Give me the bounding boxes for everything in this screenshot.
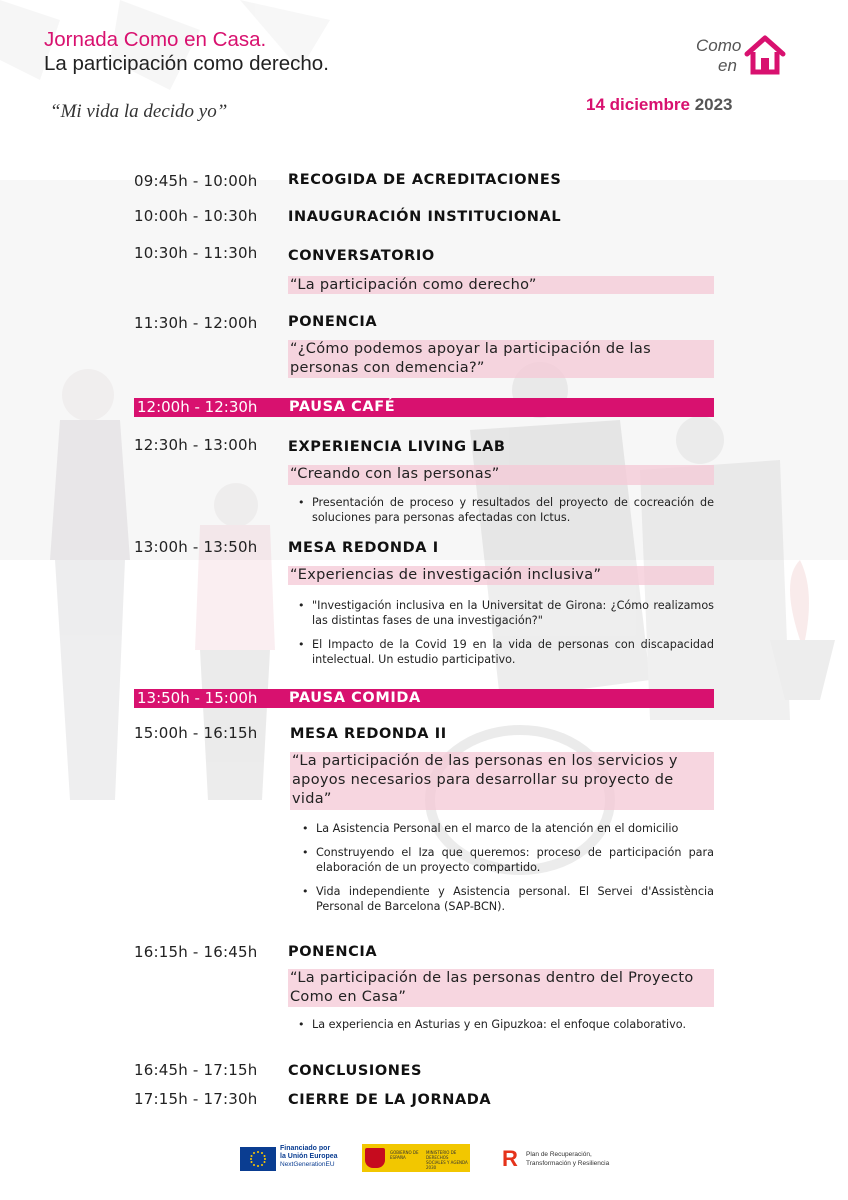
agenda-time: 16:45h - 17:15h bbox=[134, 1061, 258, 1079]
break-band-coffee bbox=[134, 398, 714, 417]
agenda-title: PAUSA CAFÉ bbox=[289, 399, 396, 415]
agenda-time: 13:00h - 13:50h bbox=[134, 538, 258, 556]
prtr-logo bbox=[502, 1144, 642, 1174]
motto: “Mi vida la decido yo” bbox=[50, 101, 228, 122]
agenda-title: INAUGURACIÓN INSTITUCIONAL bbox=[288, 209, 562, 225]
prtr-text bbox=[526, 1150, 609, 1168]
agenda-quote: “La participación como derecho” bbox=[288, 276, 714, 294]
agenda-title: MESA REDONDA II bbox=[290, 726, 447, 742]
agenda-title: MESA REDONDA I bbox=[288, 540, 439, 556]
eu-flag-icon bbox=[240, 1147, 276, 1171]
list-item: • La Asistencia Personal en el marco de la atención en el domicilio bbox=[302, 821, 714, 836]
event-date bbox=[586, 95, 733, 115]
house-icon bbox=[744, 34, 786, 76]
agenda-time: 15:00h - 16:15h bbox=[134, 724, 258, 742]
como-en-casa-logo bbox=[694, 34, 794, 80]
title-line-2: La participación como derecho. bbox=[44, 52, 329, 75]
logo-word-en: en bbox=[718, 56, 737, 75]
agenda-title: PONENCIA bbox=[288, 314, 378, 330]
date-day: 14 diciembre bbox=[586, 95, 690, 114]
eu-funding-text bbox=[280, 1145, 338, 1169]
logo-word-como: Como bbox=[696, 36, 742, 55]
gob-line-1: GOBIERNO DE ESPAÑA bbox=[390, 1150, 419, 1160]
eu-line-3: NextGenerationEU bbox=[280, 1161, 335, 1168]
agenda-title: CIERRE DE LA JORNADA bbox=[288, 1092, 492, 1108]
list-item: • El Impacto de la Covid 19 en la vida de personas con discapacidad intelectual. Un estudio participativo. bbox=[298, 637, 714, 667]
agenda-quote: “La participación de las personas en los servicios y apoyos necesarios para desarrollar su proyecto de vida” bbox=[290, 752, 714, 810]
agenda-bullets bbox=[298, 495, 714, 534]
agenda-quote: “¿Cómo podemos apoyar la participación de las personas con demencia?” bbox=[288, 340, 714, 378]
prtr-mark-icon: R bbox=[502, 1146, 518, 1171]
date-year: 2023 bbox=[694, 95, 733, 114]
list-item: • "Investigación inclusiva en la Universitat de Girona: ¿Cómo realizamos las distintas fases de una investigación?" bbox=[298, 598, 714, 628]
agenda-quote: “Experiencias de investigación inclusiva” bbox=[288, 566, 714, 585]
prtr-line-2: Transformación y Resiliencia bbox=[526, 1160, 610, 1167]
eu-line-1: Financiado por bbox=[280, 1145, 331, 1152]
title-line-1: Jornada Como en Casa. bbox=[44, 28, 267, 51]
agenda-title: PONENCIA bbox=[288, 944, 378, 960]
agenda-time: 10:00h - 10:30h bbox=[134, 207, 258, 225]
agenda-title: RECOGIDA DE ACREDITACIONES bbox=[288, 172, 562, 188]
list-item: • Presentación de proceso y resultados del proyecto de cocreación de soluciones para personas afectadas con Ictus. bbox=[298, 495, 714, 525]
agenda-quote: “Creando con las personas” bbox=[288, 465, 714, 485]
eu-line-2: la Unión Europea bbox=[280, 1153, 338, 1160]
agenda-time: 10:30h - 11:30h bbox=[134, 244, 258, 262]
agenda-time: 11:30h - 12:00h bbox=[134, 314, 258, 332]
agenda-time: 09:45h - 10:00h bbox=[134, 172, 258, 190]
gobierno-logo bbox=[362, 1144, 470, 1172]
agenda-bullets bbox=[302, 821, 714, 923]
agenda-title: CONCLUSIONES bbox=[288, 1063, 423, 1079]
agenda-quote: “La participación de las personas dentro del Proyecto Como en Casa” bbox=[288, 969, 714, 1007]
agenda-time: 13:50h - 15:00h bbox=[137, 689, 258, 707]
list-item: • La experiencia en Asturias y en Gipuzkoa: el enfoque colaborativo. bbox=[298, 1017, 714, 1032]
funding-logos bbox=[240, 1142, 640, 1176]
agenda-time: 12:30h - 13:00h bbox=[134, 436, 258, 454]
spain-shield-icon bbox=[365, 1148, 385, 1168]
agenda-title: CONVERSATORIO bbox=[288, 248, 435, 264]
list-item: • Construyendo el Iza que queremos: proceso de participación para elaboración de un proyecto compartido. bbox=[302, 845, 714, 875]
agenda-time: 16:15h - 16:45h bbox=[134, 943, 258, 961]
list-item: • Vida independiente y Asistencia personal. El Servei d'Assistència Personal de Barcelona (SAP-BCN). bbox=[302, 884, 714, 914]
prtr-line-1: Plan de Recuperación, bbox=[526, 1151, 592, 1158]
break-band-lunch bbox=[134, 689, 714, 708]
agenda-title: PAUSA COMIDA bbox=[289, 690, 421, 706]
agenda-time: 17:15h - 17:30h bbox=[134, 1090, 258, 1108]
agenda-bullets bbox=[298, 1017, 714, 1041]
agenda-title: EXPERIENCIA LIVING LAB bbox=[288, 439, 506, 455]
gob-line-2: MINISTERIO DE DERECHOS SOCIALES Y AGENDA 2030 bbox=[426, 1150, 468, 1170]
agenda-bullets bbox=[298, 598, 714, 676]
agenda-time: 12:00h - 12:30h bbox=[137, 398, 258, 416]
